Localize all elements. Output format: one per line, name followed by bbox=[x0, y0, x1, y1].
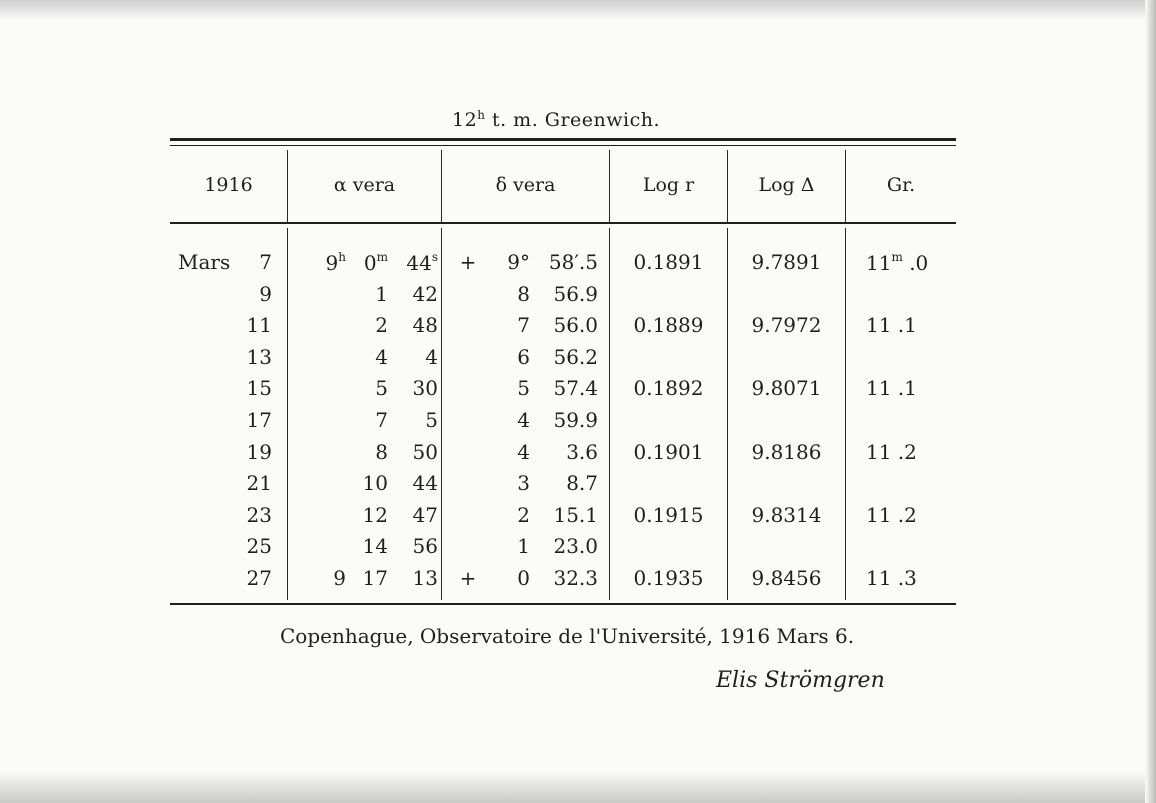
ra-seconds: 30 bbox=[412, 376, 438, 401]
dec-degrees: 4 bbox=[517, 439, 530, 464]
log-r-value: 0.1891 bbox=[633, 250, 704, 274]
magnitude: 11 .2 bbox=[866, 439, 917, 464]
header-gr: Gr. bbox=[886, 174, 916, 196]
column-divider bbox=[609, 228, 610, 600]
dec-arcmin: 56.9 bbox=[553, 281, 598, 306]
signature: Elis Strömgren bbox=[716, 668, 885, 693]
row-day: 27 bbox=[246, 566, 272, 590]
ra-minutes: 1 bbox=[375, 281, 388, 306]
log-delta-value: 9.7891 bbox=[751, 250, 822, 274]
dec-arcmin: 58′.5 bbox=[548, 250, 598, 274]
footer-note: Copenhague, Observatoire de l'Université, 1916 Mars 6. bbox=[280, 624, 855, 648]
row-day: 19 bbox=[246, 439, 272, 464]
row-day: 23 bbox=[246, 502, 272, 527]
ra-seconds: 47 bbox=[412, 502, 438, 527]
dec-degrees: 9° bbox=[507, 250, 530, 274]
ra-minutes: 7 bbox=[375, 408, 388, 432]
dec-arcmin: 57.4 bbox=[553, 376, 598, 401]
log-delta-value: 9.7972 bbox=[751, 313, 822, 338]
magnitude: 11 .1 bbox=[866, 376, 917, 401]
header-year: 1916 bbox=[204, 174, 253, 196]
page-top-edge bbox=[0, 0, 1156, 20]
header-log-delta: Log Δ bbox=[758, 174, 815, 196]
ra-seconds: 44$^s$ bbox=[406, 250, 438, 275]
row-day: 9 bbox=[259, 281, 272, 306]
ra-minutes: 8 bbox=[375, 439, 388, 464]
ra-minutes: 4 bbox=[375, 344, 388, 369]
log-delta-value: 9.8071 bbox=[751, 376, 822, 401]
log-r-value: 0.1892 bbox=[633, 376, 704, 401]
ra-seconds: 50 bbox=[412, 439, 438, 464]
row-day: 11 bbox=[246, 313, 272, 338]
ra-seconds: 4 bbox=[425, 344, 438, 369]
dec-sign: + bbox=[459, 566, 477, 590]
header-delta: δ vera bbox=[495, 174, 556, 196]
row-day: 15 bbox=[246, 376, 272, 401]
top-rule bbox=[170, 138, 956, 141]
ra-seconds: 42 bbox=[412, 281, 438, 306]
log-delta-value: 9.8314 bbox=[751, 502, 822, 527]
dec-arcmin: 56.2 bbox=[553, 344, 598, 369]
ra-minutes: 14 bbox=[362, 534, 388, 559]
dec-arcmin: 56.0 bbox=[553, 313, 598, 338]
dec-arcmin: 23.0 bbox=[553, 534, 598, 559]
magnitude: 11 .1 bbox=[866, 313, 917, 338]
dec-degrees: 4 bbox=[517, 408, 530, 432]
bottom-rule bbox=[170, 603, 956, 605]
row-day: 17 bbox=[246, 408, 272, 432]
ra-minutes: 2 bbox=[375, 313, 388, 338]
ra-hours: 9$^h$ bbox=[325, 250, 346, 275]
dec-degrees: 6 bbox=[517, 344, 530, 369]
magnitude: 11 .2 bbox=[866, 502, 917, 527]
ra-seconds: 48 bbox=[412, 313, 438, 338]
dec-arcmin: 3.6 bbox=[566, 439, 598, 464]
ra-seconds: 56 bbox=[412, 534, 438, 559]
ra-minutes: 17 bbox=[362, 566, 388, 590]
dec-degrees: 8 bbox=[517, 281, 530, 306]
ra-seconds: 44 bbox=[412, 471, 438, 496]
row-day: 13 bbox=[246, 344, 272, 369]
dec-arcmin: 59.9 bbox=[553, 408, 598, 432]
column-divider bbox=[727, 228, 728, 600]
dec-arcmin: 32.3 bbox=[553, 566, 598, 590]
dec-arcmin: 8.7 bbox=[566, 471, 598, 496]
row-month: Mars bbox=[178, 250, 231, 274]
table-title: 12$^h$ t. m. Greenwich. bbox=[452, 108, 661, 131]
column-divider bbox=[441, 228, 442, 600]
header-alpha: α vera bbox=[333, 174, 396, 196]
column-divider bbox=[287, 228, 288, 600]
ra-minutes: 0$^m$ bbox=[363, 250, 388, 275]
ra-seconds: 5 bbox=[425, 408, 438, 432]
header-log-r: Log r bbox=[642, 174, 695, 196]
header-rule bbox=[170, 222, 956, 224]
dec-degrees: 7 bbox=[517, 313, 530, 338]
log-r-value: 0.1889 bbox=[633, 313, 704, 338]
ra-hours: 9 bbox=[333, 566, 346, 590]
dec-degrees: 3 bbox=[517, 471, 530, 496]
dec-arcmin: 15.1 bbox=[553, 502, 598, 527]
log-r-value: 0.1901 bbox=[633, 439, 704, 464]
top-rule-thin bbox=[170, 145, 956, 146]
dec-degrees: 0 bbox=[517, 566, 530, 590]
row-day: 25 bbox=[246, 534, 272, 559]
column-divider bbox=[845, 228, 846, 600]
log-delta-value: 9.8456 bbox=[751, 566, 822, 590]
log-r-value: 0.1935 bbox=[633, 566, 704, 590]
ra-minutes: 12 bbox=[362, 502, 388, 527]
log-r-value: 0.1915 bbox=[633, 502, 704, 527]
row-day: 21 bbox=[246, 471, 272, 496]
magnitude: 11$^m$ .0 bbox=[866, 250, 929, 275]
dec-sign: + bbox=[459, 250, 477, 274]
dec-degrees: 1 bbox=[517, 534, 530, 559]
row-day: 7 bbox=[259, 250, 272, 274]
ra-seconds: 13 bbox=[412, 566, 438, 590]
page-right-edge bbox=[1145, 0, 1156, 803]
dec-degrees: 5 bbox=[517, 376, 530, 401]
ra-minutes: 10 bbox=[362, 471, 388, 496]
magnitude: 11 .3 bbox=[866, 566, 917, 590]
page-bottom-edge bbox=[0, 772, 1156, 803]
log-delta-value: 9.8186 bbox=[751, 439, 822, 464]
ra-minutes: 5 bbox=[375, 376, 388, 401]
dec-degrees: 2 bbox=[517, 502, 530, 527]
